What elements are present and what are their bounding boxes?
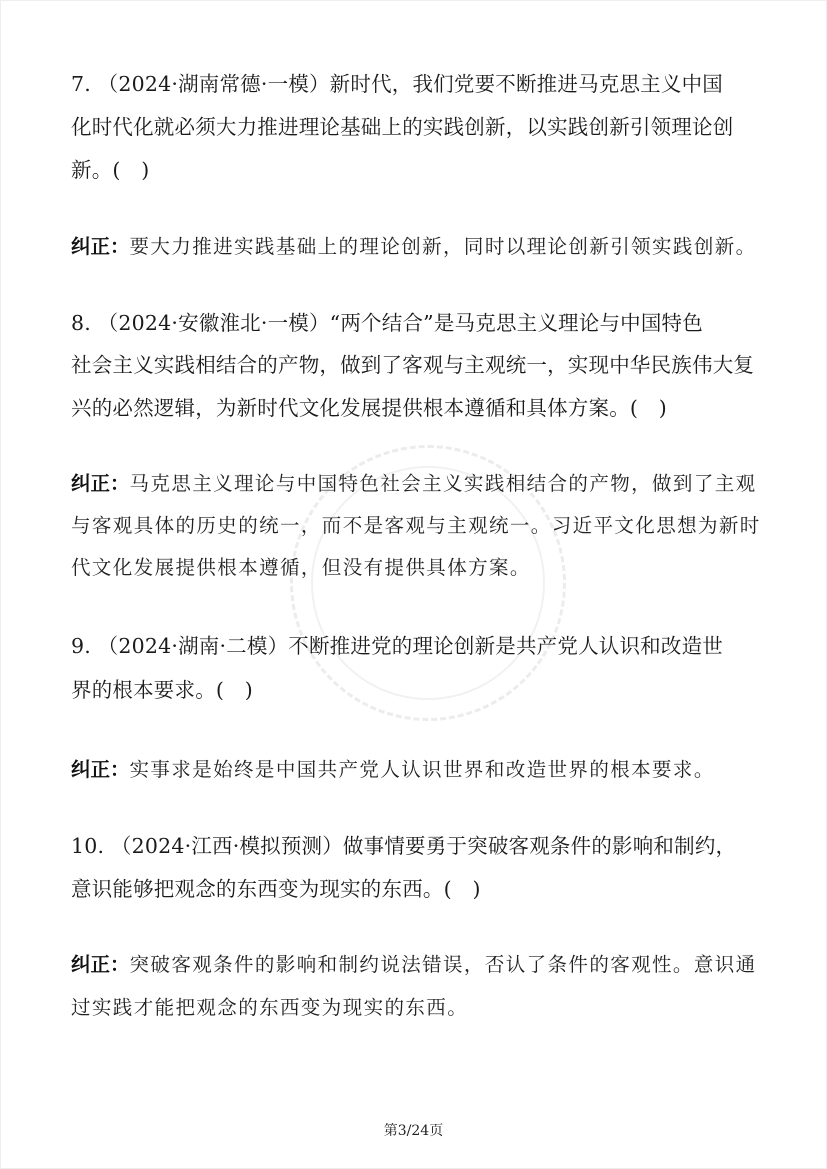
correction-line: 过实践才能把观念的东西变为现实的东西。 <box>71 996 469 1019</box>
stamp-inner-ring <box>311 466 545 700</box>
question-line: 意识能够把观念的东西变为现实的东西。( ) <box>71 877 481 901</box>
correction-9 <box>71 756 761 784</box>
correction-line: 与客观具体的历史的统一，而不是客观与主观统一。习近平文化思想为新时 <box>71 514 761 537</box>
question-line: 9. （2024·湖南·二模）不断推进党的理论创新是共产党人认识和改造世 <box>71 634 723 658</box>
question-line: 界的根本要求。( ) <box>71 678 253 702</box>
question-line: 兴的必然逻辑，为新时代文化发展提供根本遵循和具体方案。( ) <box>71 396 667 420</box>
correction-line <box>71 470 761 498</box>
correction-text: 突破客观条件的影响和制约说法错误，否认了条件的客观性。意识通 <box>129 953 757 976</box>
question-line: 化时代化就必须大力推进理论基础上的实践创新，以实践创新引领理论创 <box>71 115 734 139</box>
correction-line: 代文化发展提供根本遵循，但没有提供具体方案。 <box>71 556 531 579</box>
correction-text: 要大力推进实践基础上的理论创新，同时以理论创新引领实践创新。 <box>129 235 757 258</box>
correction-text: 实事求是始终是中国共产党人认识世界和改造世界的根本要求。 <box>129 758 715 781</box>
correction-line <box>71 951 761 979</box>
correction-label: 纠正： <box>71 758 130 781</box>
correction-label: 纠正： <box>71 953 130 976</box>
correction-7 <box>71 233 761 261</box>
question-line: 社会主义实践相结合的产物，做到了客观与主观统一，实现中华民族伟大复 <box>71 353 755 377</box>
question-line: 7. （2024·湖南常德·一模）新时代，我们党要不断推进马克思主义中国 <box>71 72 723 96</box>
page-indicator: 第3/24页 <box>383 1123 444 1139</box>
correction-text: 马克思主义理论与中国特色社会主义实践相结合的产物，做到了主观 <box>129 472 757 495</box>
correction-label: 纠正： <box>71 472 130 495</box>
correction-label: 纠正： <box>71 235 130 258</box>
question-line: 8. （2024·安徽淮北·一模）“两个结合”是马克思主义理论与中国特色 <box>71 311 703 335</box>
question-line: 新。( ) <box>71 158 150 182</box>
question-line: 10. （2024·江西·模拟预测）做事情要勇于突破客观条件的影响和制约， <box>71 834 737 858</box>
